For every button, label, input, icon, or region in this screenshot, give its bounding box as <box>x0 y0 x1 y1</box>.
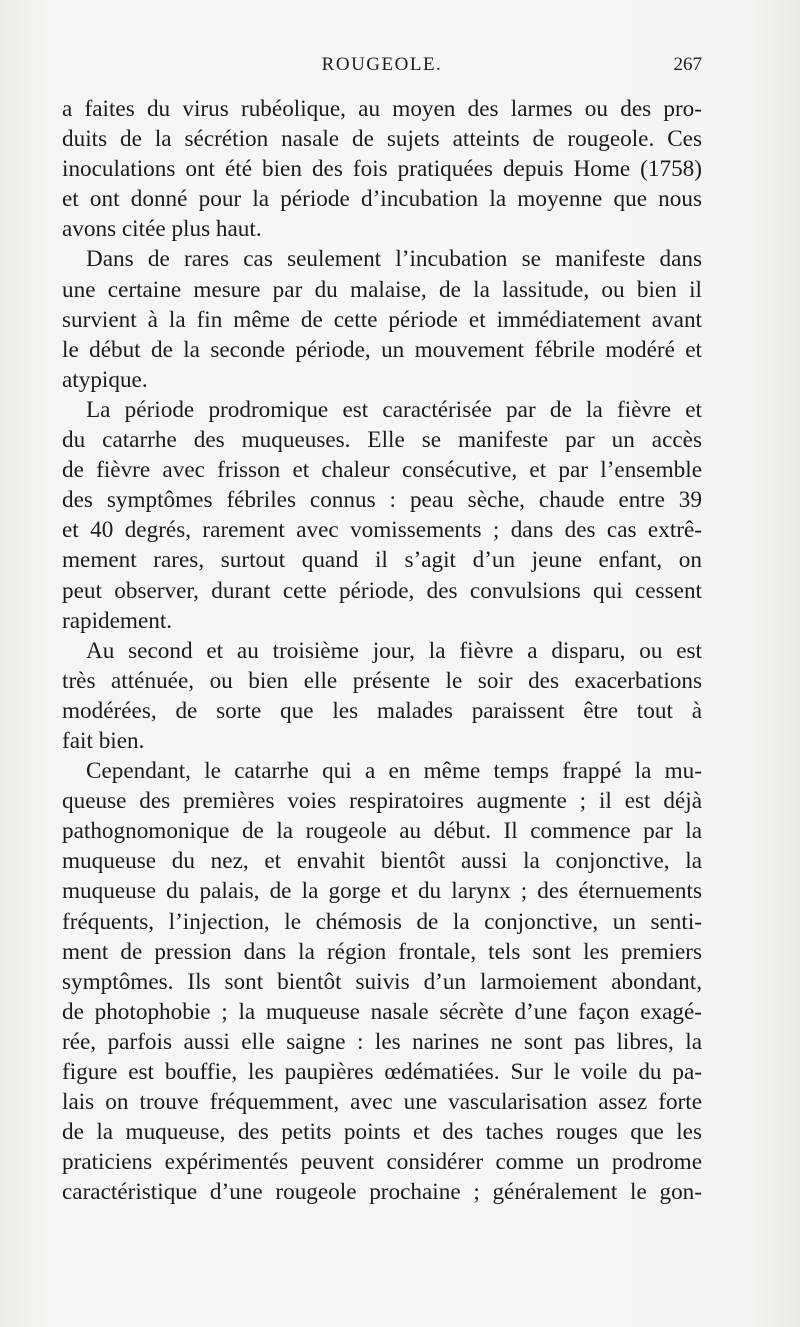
text-line: de photophobie ; la muqueuse nasale sécrète d’une façon exagé- <box>62 998 702 1025</box>
text-line: Cependant, le catarrhe qui a en même temps frappé la mu- <box>86 758 702 785</box>
text-line: fréquents, l’injection, le chémosis de la conjonctive, un senti- <box>62 908 702 935</box>
text-line: queuse des premières voies respiratoires augmente ; il est déjà <box>62 788 702 815</box>
page-number: 267 <box>673 54 702 75</box>
text-line: muqueuse du nez, et envahit bientôt aussi la conjonctive, la <box>62 848 702 875</box>
text-line: modérées, de sorte que les malades paraissent être tout à <box>62 697 702 724</box>
text-line: lais on trouve fréquemment, avec une vascularisation assez forte <box>62 1089 702 1116</box>
paragraph <box>62 756 702 1207</box>
page-header <box>62 54 702 84</box>
text-line: Au second et au troisième jour, la fièvre a disparu, ou est <box>86 637 702 664</box>
text-line: Dans de rares cas seulement l’incubation se manifeste dans <box>86 246 702 273</box>
text-line: survient à la fin même de cette période et immédiatement avant <box>62 306 702 333</box>
text-line: praticiens expérimentés peuvent considérer comme un prodrome <box>62 1149 702 1176</box>
text-line: a faites du virus rubéolique, au moyen des larmes ou des pro- <box>62 96 702 122</box>
text-line: de la muqueuse, des petits points et des taches rouges que les <box>62 1119 702 1146</box>
text-line: très atténuée, ou bien elle présente le soir des exacerbations <box>62 667 702 694</box>
text-line: le début de la seconde période, un mouvement fébrile modéré et <box>62 336 702 363</box>
text-line: rée, parfois aussi elle saigne : les narines ne sont pas libres, la <box>62 1028 702 1055</box>
text-line: La période prodromique est caractérisée par de la fièvre et <box>86 396 702 423</box>
text-line: symptômes. Ils sont bientôt suivis d’un larmoiement abondant, <box>62 968 702 995</box>
paragraph <box>62 395 702 636</box>
text-line: une certaine mesure par du malaise, de la lassitude, ou bien il <box>62 276 702 303</box>
text-line: mement rares, surtout quand il s’agit d’un jeune enfant, on <box>62 547 702 574</box>
body-text <box>62 94 702 1207</box>
text-line: des symptômes fébriles connus : peau sèche, chaude entre 39 <box>62 487 702 514</box>
text-line: pathognomonique de la rougeole au début. Il commence par la <box>62 818 702 845</box>
paragraph <box>62 244 702 394</box>
text-line: et 40 degrés, rarement avec vomissements ; dans des cas extrê- <box>62 517 702 544</box>
text-line: muqueuse du palais, de la gorge et du larynx ; des éternuements <box>62 878 702 905</box>
text-line: duits de la sécrétion nasale de sujets atteints de rougeole. Ces <box>62 126 702 153</box>
text-line: figure est bouffie, les paupières œdématiées. Sur le voile du pa- <box>62 1059 702 1085</box>
text-line: fait bien. <box>62 727 145 754</box>
text-line: peut observer, durant cette période, des convulsions qui cessent <box>62 577 702 604</box>
text-line: rapidement. <box>62 607 173 634</box>
text-line: de fièvre avec frisson et chaleur consécutive, et par l’ensemble <box>62 457 702 484</box>
text-line: du catarrhe des muqueuses. Elle se manifeste par un accès <box>62 427 702 454</box>
text-line: atypique. <box>62 366 148 393</box>
text-line: ment de pression dans la région frontale, tels sont les premiers <box>62 938 702 965</box>
text-line: inoculations ont été bien des fois pratiquées depuis Home (1758) <box>62 156 702 183</box>
text-line: avons citée plus haut. <box>62 216 262 243</box>
paragraph <box>62 636 702 756</box>
running-title: ROUGEOLE. <box>321 54 443 75</box>
text-line: caractéristique d’une rougeole prochaine ; généralement le gon- <box>62 1179 702 1206</box>
text-line: et ont donné pour la période d’incubation la moyenne que nous <box>62 186 702 213</box>
paragraph <box>62 94 702 244</box>
